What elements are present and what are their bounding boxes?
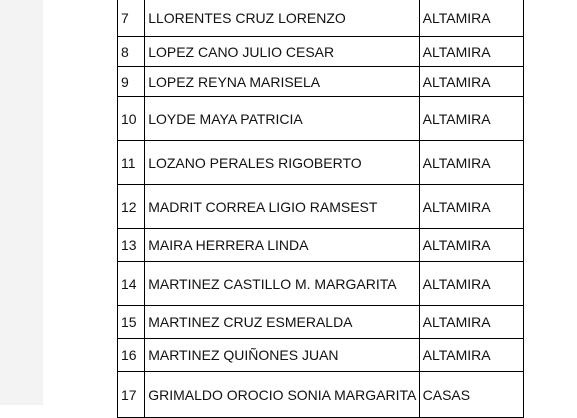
row-number: 16 bbox=[118, 339, 145, 372]
town: ALTAMIRA bbox=[419, 339, 523, 372]
table-row bbox=[118, 97, 524, 141]
town: ALTAMIRA bbox=[419, 229, 523, 262]
town: ALTAMIRA bbox=[419, 141, 523, 185]
row-number: 17 bbox=[118, 372, 145, 418]
town: ALTAMIRA bbox=[419, 37, 523, 67]
person-name: MADRIT CORREA LIGIO RAMSEST bbox=[145, 185, 419, 229]
table-row bbox=[118, 229, 524, 262]
row-number: 15 bbox=[118, 306, 145, 339]
table-row bbox=[118, 141, 524, 185]
town: ALTAMIRA bbox=[419, 97, 523, 141]
row-number: 7 bbox=[118, 0, 145, 37]
town: ALTAMIRA bbox=[419, 262, 523, 306]
person-name: LLORENTES CRUZ LORENZO bbox=[145, 0, 419, 37]
person-name: LOPEZ REYNA MARISELA bbox=[145, 67, 419, 97]
town: CASAS bbox=[419, 372, 523, 418]
roster-table bbox=[117, 0, 524, 418]
row-number: 10 bbox=[118, 97, 145, 141]
person-name: GRIMALDO OROCIO SONIA MARGARITA bbox=[145, 372, 419, 418]
person-name: LOYDE MAYA PATRICIA bbox=[145, 97, 419, 141]
row-number: 13 bbox=[118, 229, 145, 262]
person-name: MARTINEZ QUIÑONES JUAN bbox=[145, 339, 419, 372]
town: ALTAMIRA bbox=[419, 0, 523, 37]
row-number: 11 bbox=[118, 141, 145, 185]
table-row bbox=[118, 339, 524, 372]
person-name: MARTINEZ CASTILLO M. MARGARITA bbox=[145, 262, 419, 306]
row-number: 14 bbox=[118, 262, 145, 306]
table-row bbox=[118, 0, 524, 37]
table-row bbox=[118, 262, 524, 306]
table-row bbox=[118, 372, 524, 418]
document-page bbox=[43, 0, 577, 405]
table-row bbox=[118, 37, 524, 67]
left-gutter bbox=[0, 0, 43, 405]
row-number: 9 bbox=[118, 67, 145, 97]
person-name: MAIRA HERRERA LINDA bbox=[145, 229, 419, 262]
row-number: 12 bbox=[118, 185, 145, 229]
town: ALTAMIRA bbox=[419, 67, 523, 97]
person-name: MARTINEZ CRUZ ESMERALDA bbox=[145, 306, 419, 339]
person-name: LOZANO PERALES RIGOBERTO bbox=[145, 141, 419, 185]
town: ALTAMIRA bbox=[419, 185, 523, 229]
table-row bbox=[118, 306, 524, 339]
row-number: 8 bbox=[118, 37, 145, 67]
town: ALTAMIRA bbox=[419, 306, 523, 339]
table-row bbox=[118, 67, 524, 97]
table-row bbox=[118, 185, 524, 229]
person-name: LOPEZ CANO JULIO CESAR bbox=[145, 37, 419, 67]
